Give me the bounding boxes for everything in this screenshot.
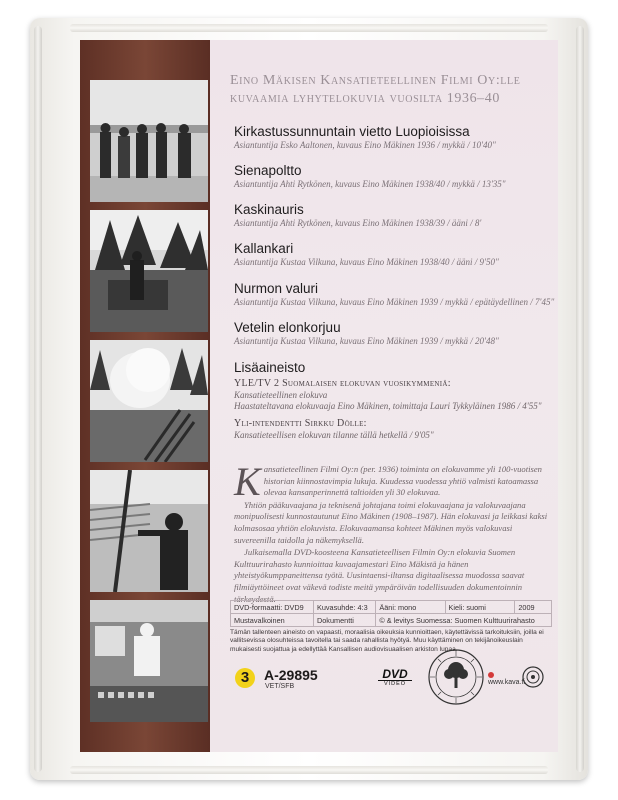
- age-rating-badge: 3: [235, 668, 255, 688]
- photo-smoke-fire: [90, 340, 208, 462]
- film-credits: Asiantuntija Kustaa Vilkuna, kuvaus Eino Mäkinen 1938/40 / ääni / 9'50": [234, 257, 499, 267]
- dvd-video-logo: [378, 668, 412, 690]
- extras-group2-line1: Kansatieteellisen elokuvan tilanne tällä hetkellä / 9'05": [234, 430, 434, 440]
- film-title: Nurmon valuri: [234, 281, 319, 296]
- photo-forest-clearing: [90, 210, 208, 332]
- spec-table: [230, 600, 552, 627]
- spec-audio: Ääni: mono: [376, 601, 445, 614]
- film-credits: Asiantuntija Ahti Rytkönen, kuvaus Eino Mäkinen 1938/40 / mykkä / 13'35": [234, 179, 506, 189]
- case-right-edge: [576, 26, 584, 772]
- spec-aspect: Kuvasuhde: 4:3: [313, 601, 375, 614]
- film-credits: Asiantuntija Ahti Rytkönen, kuvaus Eino Mäkinen 1938/39 / ääni / 8': [234, 218, 482, 228]
- kava-logo: [488, 672, 525, 686]
- description-p3: Julkaisemalla DVD-koosteena Kansatieteellisen Filmin Oy:n elokuvia Suomen Kulttuurirahasto kunnioittaa kuvaajamestari Eino Mäkistä ja hänen yhteistyökumppaneittensa työtä. Uusintaensi-iltansa digitaalisessa muodossa saavat filmiäyttöineet ovat väkevä todiste meitä ympäröivän todellisuuden dokumentoinnin tärkeydestä.: [234, 547, 525, 604]
- case-left-hinge: [34, 26, 42, 772]
- film-entry: [234, 281, 554, 308]
- spec-year: 2009: [515, 601, 552, 614]
- case-bottom-edge: [70, 766, 548, 774]
- spec-genre: Dokumentti: [313, 614, 375, 627]
- film-entry: [234, 241, 554, 268]
- dvd-logo-subtext: VIDEO: [378, 680, 412, 687]
- film-title: Kirkastussunnuntain vietto Luopioisissa: [234, 124, 470, 139]
- back-cover-insert: [80, 40, 558, 752]
- extras-group1-title: YLE/TV 2 Suomalaisen elokuvan vuosikymmeniä:: [234, 378, 451, 389]
- classification-board: VET/SFB: [265, 683, 295, 690]
- case-top-edge: [70, 24, 548, 32]
- kava-url: www.kava.fi: [488, 679, 525, 686]
- description: [234, 459, 550, 606]
- film-entry: [234, 202, 554, 229]
- film-credits: Asiantuntija Kustaa Vilkuna, kuvaus Eino Mäkinen 1939 / mykkä / epätäydellinen / 7'45": [234, 297, 555, 307]
- classification-code: A-29895: [264, 667, 318, 683]
- film-title: Sienapoltto: [234, 163, 302, 178]
- spec-color: Mustavalkoinen: [231, 614, 314, 627]
- spec-language: Kieli: suomi: [445, 601, 515, 614]
- photo-workshop: [90, 600, 208, 722]
- photo-worker-with-tool: [90, 470, 208, 592]
- description-dropcap: K: [234, 459, 261, 504]
- photo-strip: [80, 40, 210, 752]
- legal-notice: Tämän tallenteen aineisto on vapaasti, moraalisia oikeuksia kunnioittaen, käytettävissä tarkoituksiin, joilla ei vallitsevissa olosuhteissa tavoitella tai saada rahallista hyötyä. Muu käyttäminen on tekijänoikeuslain mukaisesti suojattua ja edellyttää Kansallisen audiovisuaalisen arkiston lupaa.: [230, 629, 544, 653]
- spec-distribution: © & levitys Suomessa: Suomen Kulttuurirahasto: [376, 614, 552, 627]
- film-entry: [234, 320, 554, 347]
- spec-format: DVD-formaatti: DVD9: [231, 601, 314, 614]
- header-line-2: kuvaamia lyhytelokuvia vuosilta 1936–40: [230, 91, 500, 106]
- film-title: Kallankari: [234, 241, 294, 256]
- description-p2: Yhtiön pääkuvaajana ja teknisenä johtajana toimi elokuvaajana ja valokuvaajana monipuolisesti kunnostautunut Eino Mäkinen (1908–1987). Hän elokuvasi ja leikkasi kaksi kolmasosaa yhtiön elokuvista. Elokuvaamansa kohteet Mäkinen myös valokuvasi suvereenilla taidolla ja näkemyksellä.: [234, 499, 548, 545]
- extras-title: Lisäaineisto: [234, 360, 306, 375]
- film-entry: [234, 124, 554, 151]
- header-line-1: Eino Mäkisen Kansatieteellinen Filmi Oy:lle: [230, 73, 521, 88]
- film-title: Kaskinauris: [234, 202, 304, 217]
- extras-group1-line2: Haastateltavana elokuvaaja Eino Mäkinen, toimittaja Lauri Tykkyläinen 1986 / 4'55": [234, 401, 542, 411]
- dvd-logo-text: DVD: [382, 667, 408, 681]
- extras-group2-title: Yli-intendentti Sirkku Dölle:: [234, 418, 367, 429]
- description-p1: ansatieteellinen Filmi Oy:n (per. 1936) toiminta on elokuvamme yli 100-vuotisen historian kiinnostavimpia lukuja. Kuudessa vuodessa yhtiö valmisti katoamassa olevaa kansanperinnettä taltioiden yli 30 elokuvaa.: [263, 464, 542, 498]
- extras-section: [234, 360, 554, 441]
- foundation-seal-icon: [427, 648, 485, 706]
- film-credits: Asiantuntija Esko Aaltonen, kuvaus Eino Mäkinen 1936 / mykkä / 10'40": [234, 140, 496, 150]
- kava-dot-icon: [488, 672, 494, 678]
- extras-group1-line1: Kansatieteellinen elokuva: [234, 390, 328, 400]
- film-credits: Asiantuntija Kustaa Vilkuna, kuvaus Eino Mäkinen 1939 / mykkä / 20'48": [234, 336, 499, 346]
- film-title: Vetelin elonkorjuu: [234, 320, 341, 335]
- disc-region-icon: [522, 666, 544, 688]
- film-entry: [234, 163, 554, 190]
- photo-people-standing: [90, 80, 208, 202]
